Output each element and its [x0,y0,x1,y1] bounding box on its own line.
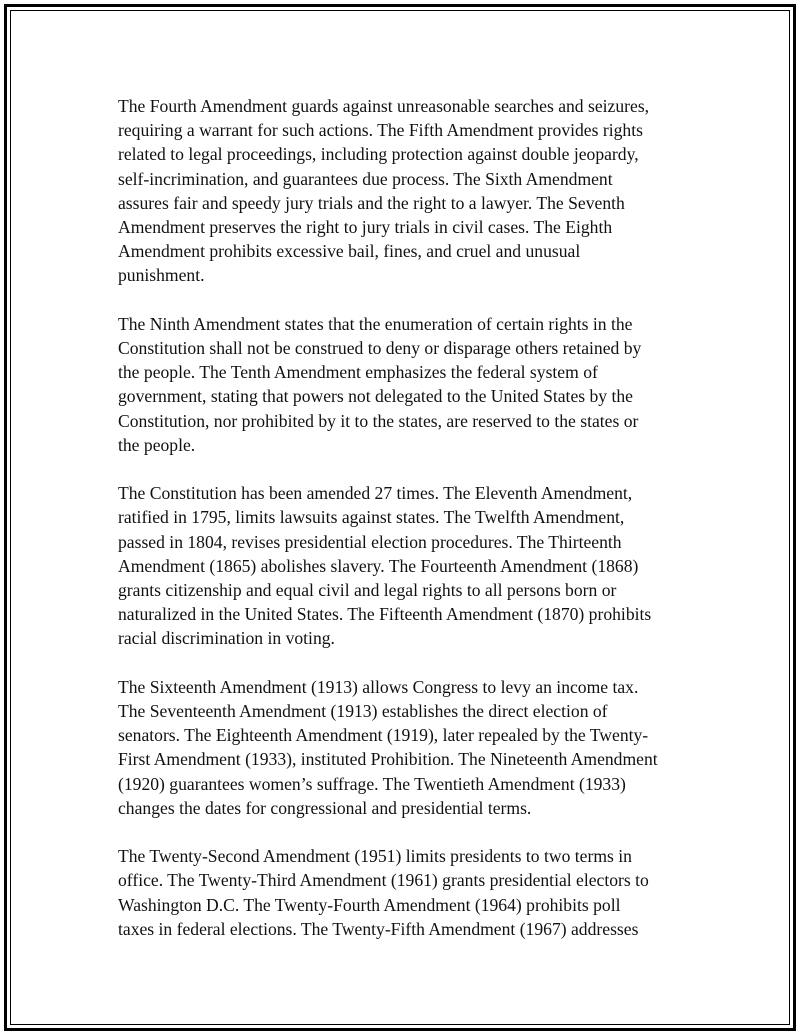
text-line: Washington D.C. The Twenty-Fourth Amendment (1964) prohibits poll [118,894,621,915]
text-line: senators. The Eighteenth Amendment (1919), later repealed by the Twenty- [118,725,649,746]
text-line: The Sixteenth Amendment (1913) allows Congress to levy an income tax. [118,676,639,697]
text-line: grants citizenship and equal civil and legal rights to all persons born or [118,580,617,601]
text-line: The Constitution has been amended 27 times. The Eleventh Amendment, [118,483,633,504]
text-line: Constitution shall not be construed to deny or disparage others retained by [118,338,642,359]
text-line: The Seventeenth Amendment (1913) establishes the direct election of [118,701,608,722]
paragraph-fourth-through-eighth [118,94,690,288]
text-line: changes the dates for congressional and presidential terms. [118,797,532,818]
text-line: ratified in 1795, limits lawsuits against states. The Twelfth Amendment, [118,507,625,528]
text-line: naturalized in the United States. The Fifteenth Amendment (1870) prohibits [118,604,652,625]
text-line: passed in 1804, revises presidential election procedures. The Thirteenth [118,531,622,552]
text-line: the people. The Tenth Amendment emphasizes the federal system of [118,362,598,383]
text-line: The Fourth Amendment guards against unreasonable searches and seizures, [118,96,650,116]
text-line: First Amendment (1933), instituted Prohibition. The Nineteenth Amendment [118,749,658,770]
text-line: Amendment prohibits excessive bail, fines, and cruel and unusual [118,241,581,262]
text-line: government, stating that powers not delegated to the United States by the [118,386,633,407]
text-line: related to legal proceedings, including protection against double jeopardy, [118,144,639,165]
text-line: requiring a warrant for such actions. The Fifth Amendment provides rights [118,120,643,141]
document-body [118,94,690,965]
text-line: Constitution, nor prohibited by it to the states, are reserved to the states or [118,410,639,431]
text-line: assures fair and speedy jury trials and the right to a lawyer. The Seventh [118,192,625,213]
text-line: taxes in federal elections. The Twenty-Fifth Amendment (1967) addresses [118,918,639,939]
paragraph-ninth-tenth [118,312,690,457]
text-line: The Twenty-Second Amendment (1951) limits presidents to two terms in [118,846,632,867]
text-line: office. The Twenty-Third Amendment (1961) grants presidential electors to [118,870,649,891]
paragraph-eleventh-fifteenth [118,481,690,650]
text-line: Amendment preserves the right to jury trials in civil cases. The Eighth [118,217,613,238]
text-line: self-incrimination, and guarantees due process. The Sixth Amendment [118,168,613,189]
text-line: the people. [118,434,196,455]
paragraph-twenty-second-twenty-fifth [118,844,690,941]
text-line: The Ninth Amendment states that the enumeration of certain rights in the [118,313,633,334]
text-line: Amendment (1865) abolishes slavery. The Fourteenth Amendment (1868) [118,555,639,576]
text-line: racial discrimination in voting. [118,628,335,649]
text-line: (1920) guarantees women’s suffrage. The Twentieth Amendment (1933) [118,773,626,794]
paragraph-sixteenth-twentieth [118,675,690,820]
text-line: punishment. [118,265,205,286]
